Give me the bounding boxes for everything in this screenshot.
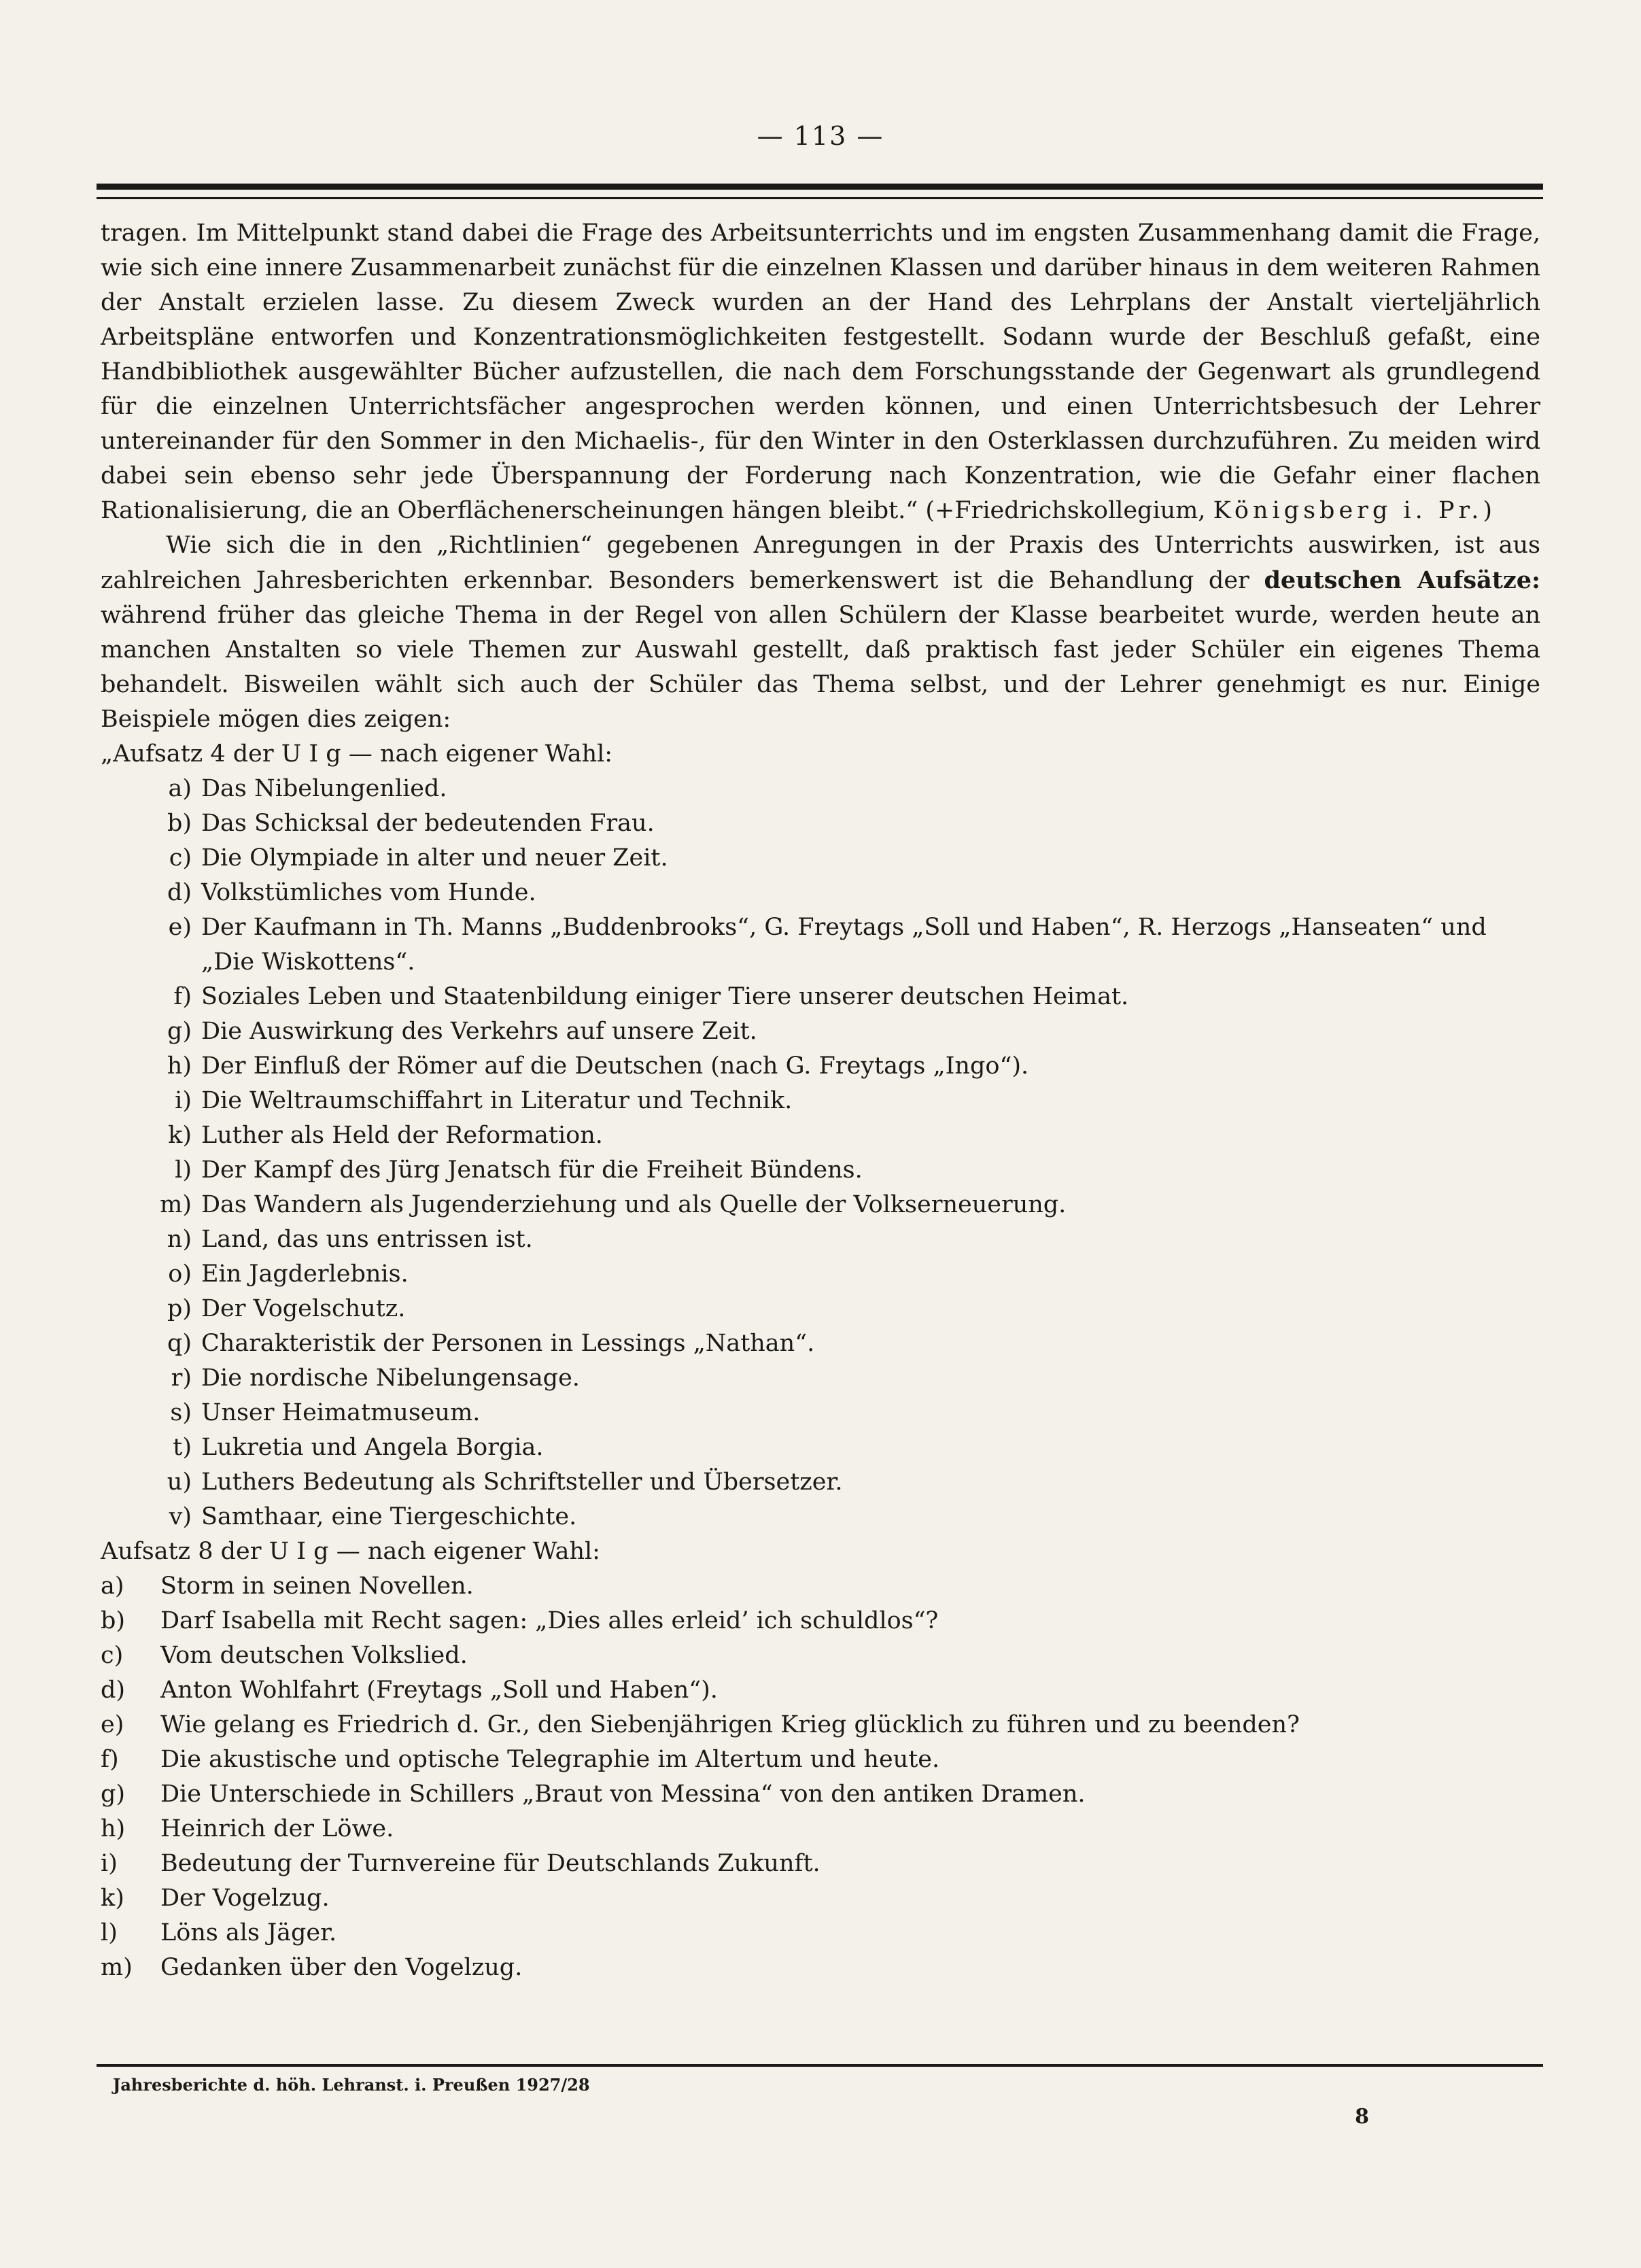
list-item-text: Ein Jagderlebnis. (201, 1260, 409, 1288)
list-1-title: „Aufsatz 4 der U I g — nach eigener Wahl: (101, 740, 613, 768)
list-item-text: Darf Isabella mit Recht sagen: „Dies alles erleid’ ich schuldlos“? (160, 1607, 939, 1634)
list-item-label: f) (101, 1746, 119, 1773)
list-item-label: e) (168, 914, 192, 941)
list-item-label: b) (101, 1607, 126, 1634)
list-item-text: Der Vogelzug. (160, 1885, 330, 1912)
header-rule-thin (97, 197, 1543, 199)
list-item (101, 1049, 1540, 1084)
list-item-label: v) (169, 1503, 192, 1530)
list-item-text: Das Schicksal der bedeutenden Frau. (201, 810, 655, 837)
header-rule-thick (97, 184, 1543, 190)
footer-rule (97, 2064, 1543, 2067)
list-item-text: Soziales Leben und Staatenbildung einiger Tiere unserer deutschen Heimat. (201, 983, 1129, 1010)
list-item (101, 1881, 1540, 1916)
list-item-label: k) (101, 1885, 124, 1912)
list-item-text: Der Einfluß der Römer auf die Deutschen (nach G. Freytags „Ingo“). (201, 1052, 1029, 1080)
list-item-label: i) (175, 1087, 192, 1114)
list-2-title: Aufsatz 8 der U I g — nach eigener Wahl: (101, 1538, 600, 1565)
list-item (101, 1396, 1540, 1430)
list-item-text: Bedeutung der Turnvereine für Deutschlands Zukunft. (160, 1850, 820, 1877)
list-item-label: b) (167, 810, 192, 837)
list-item-label: m) (160, 1191, 192, 1218)
body-text (101, 216, 1540, 1985)
list-item (101, 1430, 1540, 1465)
list-item-text: Gedanken über den Vogelzug. (160, 1954, 523, 1981)
list-item (101, 1118, 1540, 1153)
list-item (101, 841, 1540, 876)
list-item-text: Das Nibelungenlied. (201, 775, 447, 802)
list-item-label: g) (167, 1018, 192, 1045)
list-item (101, 772, 1540, 806)
list-item-label: a) (168, 775, 192, 802)
paragraph-2 (101, 528, 1540, 737)
list-item-text: Der Vogelschutz. (201, 1295, 406, 1322)
list-item (101, 1188, 1540, 1222)
list-item-label: a) (101, 1573, 124, 1600)
list-item (101, 1708, 1540, 1742)
list-item-text: Der Kampf des Jürg Jenatsch für die Freiheit Bündens. (201, 1156, 863, 1184)
list-item-text: Vom deutschen Volkslied. (160, 1642, 468, 1669)
list-item (101, 1846, 1540, 1881)
list-item-text: Die nordische Nibelungensage. (201, 1364, 580, 1392)
list-item-label: m) (101, 1954, 133, 1981)
list-item (101, 1777, 1540, 1812)
list-item-label: i) (101, 1850, 118, 1877)
list-item (101, 1222, 1540, 1257)
list-item (101, 1326, 1540, 1361)
list-item-text: Luther als Held der Reformation. (201, 1122, 603, 1149)
list-item-text: Der Kaufmann in Th. Manns „Buddenbrooks“, G. Freytags „Soll und Haben“, R. Herzogs „Hanseaten“ und „Die Wiskottens“. (201, 914, 1487, 976)
list-item-label: f) (173, 983, 192, 1010)
list-item-label: h) (101, 1815, 126, 1842)
list-item (101, 1916, 1540, 1951)
list-item (101, 1951, 1540, 1985)
list-item-label: s) (170, 1399, 192, 1426)
list-item-label: g) (101, 1781, 126, 1808)
list-item (101, 1014, 1540, 1049)
list-item (101, 1500, 1540, 1534)
list-item-text: Das Wandern als Jugenderziehung und als Quelle der Volkserneuerung. (201, 1191, 1067, 1218)
list-item (101, 910, 1540, 980)
list-item-label: n) (167, 1226, 192, 1253)
list-item-label: r) (171, 1364, 192, 1392)
essay-topic-list-2 (101, 1569, 1540, 1985)
list-item-text: Die Unterschiede in Schillers „Braut von Messina“ von den antiken Dramen. (160, 1781, 1086, 1808)
list-item (101, 1153, 1540, 1188)
list-item-label: o) (168, 1260, 192, 1288)
list-item-text: Die Auswirkung des Verkehrs auf unsere Zeit. (201, 1018, 757, 1045)
list-item-text: Anton Wohlfahrt (Freytags „Soll und Haben“). (160, 1677, 718, 1704)
footer-source: Jahresberichte d. höh. Lehranst. i. Preußen 1927/28 (113, 2075, 590, 2095)
list-item-text: Die akustische und optische Telegraphie im Altertum und heute. (160, 1746, 940, 1773)
list-item-text: Wie gelang es Friedrich d. Gr., den Siebenjährigen Krieg glücklich zu führen und zu beenden? (160, 1711, 1300, 1738)
paragraph-1 (101, 216, 1540, 528)
list-item-text: Heinrich der Löwe. (160, 1815, 394, 1842)
page-number: — 113 — (757, 121, 884, 151)
list-item-label: e) (101, 1711, 124, 1738)
list-item-label: c) (169, 844, 192, 872)
list-item (101, 1604, 1540, 1638)
list-item-text: Land, das uns entrissen ist. (201, 1226, 533, 1253)
list-item (101, 1465, 1540, 1500)
list-item (101, 1638, 1540, 1673)
list-item-label: l) (101, 1919, 118, 1946)
list-item (101, 1292, 1540, 1326)
list-item-label: k) (168, 1122, 192, 1149)
list-item-label: u) (167, 1468, 192, 1496)
list-item (101, 1361, 1540, 1396)
list-item (101, 1742, 1540, 1777)
list-item-label: t) (173, 1434, 192, 1461)
list-item-label: d) (101, 1677, 126, 1704)
list-item-text: Die Weltraumschiffahrt in Literatur und Technik. (201, 1087, 793, 1114)
paragraph-2-end: während früher das gleiche Thema in der Regel von allen Schülern der Klasse bearbeitet wurde, werden heute an manchen Anstalten so viele Themen zur Auswahl gestellt, daß praktisch fast jeder Schüler ein eigenes Thema behandelt. Bisweilen wählt sich auch der Schüler das Thema selbst, und der Lehrer genehmigt es nur. Einige Beispiele mögen dies zeigen: (101, 602, 1540, 733)
list-item-label: h) (167, 1052, 192, 1080)
list-item-text: Charakteristik der Personen in Lessings „Nathan“. (201, 1330, 815, 1357)
list-item-text: Unser Heimatmuseum. (201, 1399, 481, 1426)
list-item-text: Luthers Bedeutung als Schriftsteller und Übersetzer. (201, 1468, 843, 1496)
essay-topic-list-1 (101, 772, 1540, 1534)
paragraph-2-start: Wie sich die in den „Richtlinien“ gegebenen Anregungen in der Praxis des Unterrichts auswirken, ist aus zahlreichen Jahresberichten erkennbar. Besonders bemerkenswert ist die Behandlung der (101, 532, 1540, 594)
list-item (101, 876, 1540, 910)
signature-mark: 8 (1355, 2105, 1369, 2129)
list-item (101, 1812, 1540, 1846)
list-item-text: Lukretia und Angela Borgia. (201, 1434, 544, 1461)
list-item (101, 980, 1540, 1014)
paragraph-1-place: Königsberg i. Pr.) (1213, 497, 1497, 524)
list-item-text: Samthaar, eine Tiergeschichte. (201, 1503, 577, 1530)
list-item (101, 1673, 1540, 1708)
list-item-text: Die Olympiade in alter und neuer Zeit. (201, 844, 668, 872)
paragraph-1-text: tragen. Im Mittelpunkt stand dabei die Frage des Arbeitsunterrichts und im engsten Zusammenhang damit die Frage, wie sich eine innere Zusammenarbeit zunächst für die einzelnen Klassen und darüber hinaus in dem weiteren Rahmen der Anstalt erzielen lasse. Zu diesem Zweck wurden an der Hand des Lehrplans der Anstalt vierteljährlich Arbeitspläne entworfen und Konzentrationsmöglichkeiten festgestellt. Sodann wurde der Beschluß gefaßt, eine Handbibliothek ausgewählter Bücher aufzustellen, die nach dem Forschungsstande der Gegenwart als grundlegend für die einzelnen Unterrichtsfächer angesprochen werden können, und einen Unterrichtsbesuch der Lehrer untereinander für den Sommer in den Michaelis-, für den Winter in den Osterklassen durchzuführen. Zu meiden wird dabei sein ebenso sehr jede Überspannung der Forderung nach Konzentration, wie die Gefahr einer flachen Rationalisierung, die an Oberflächenerscheinungen hängen bleibt.“ (+Friedrichskollegium, (101, 220, 1540, 524)
list-item-label: q) (167, 1330, 192, 1357)
paragraph-2-bold: deutschen Aufsätze: (1264, 566, 1540, 594)
list-item-text: Volkstümliches vom Hunde. (201, 879, 536, 906)
list-item (101, 806, 1540, 841)
list-item-label: d) (167, 879, 192, 906)
list-item (101, 1257, 1540, 1292)
list-item-label: c) (101, 1642, 124, 1669)
list-item (101, 1084, 1540, 1118)
list-item (101, 1569, 1540, 1604)
list-item-label: l) (175, 1156, 192, 1184)
list-item-label: p) (167, 1295, 192, 1322)
list-item-text: Löns als Jäger. (160, 1919, 337, 1946)
list-item-text: Storm in seinen Novellen. (160, 1573, 474, 1600)
